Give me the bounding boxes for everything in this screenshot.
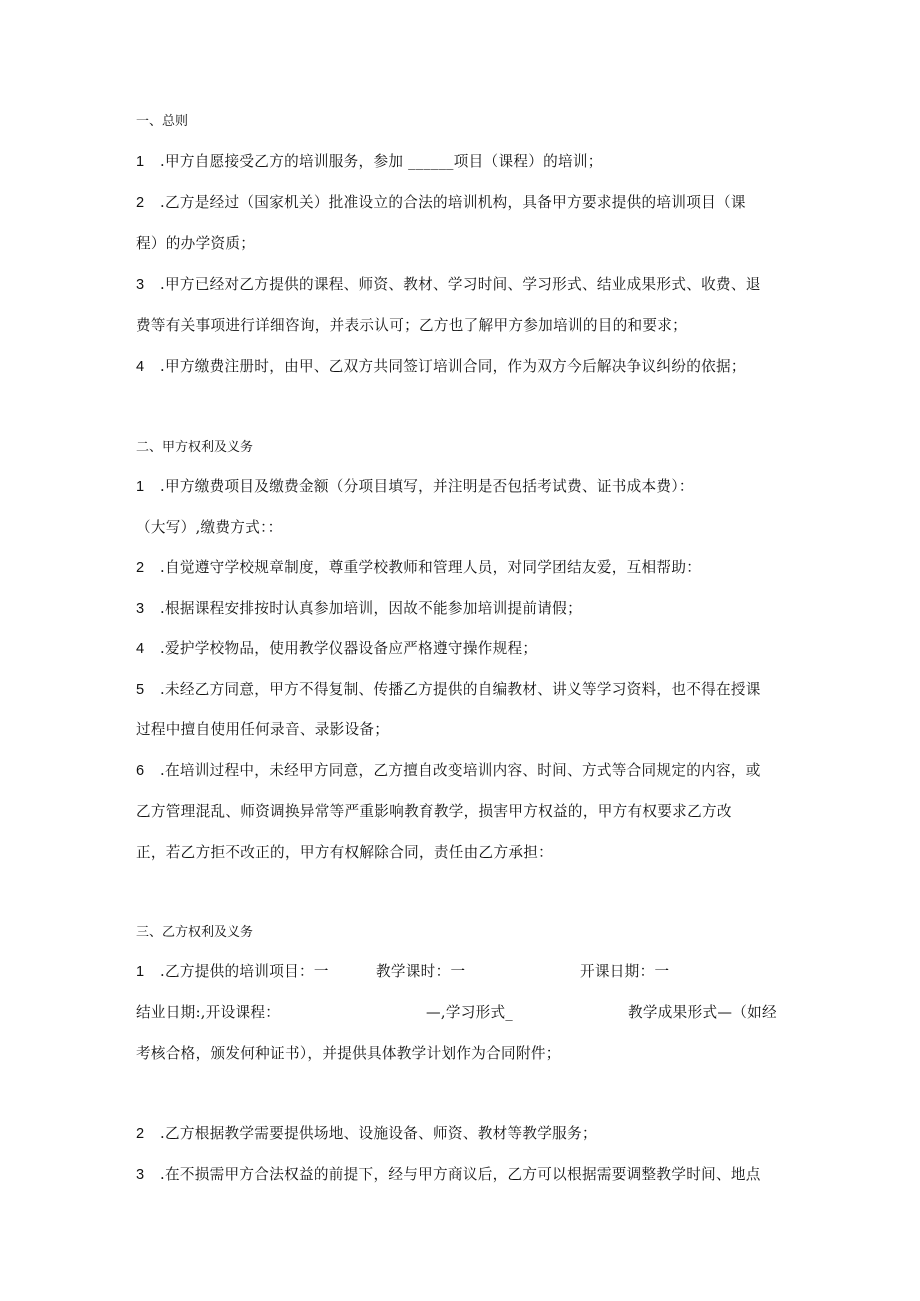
clause-line	[136, 475, 694, 496]
clause-text: .甲方缴费项目及缴费金额（分项目填写，并注明是否包括考试费、证书成本费）：	[160, 478, 694, 495]
clause-line	[136, 597, 582, 618]
clause-line	[136, 150, 603, 171]
clause-text: .在不损需甲方合法权益的前提下，经与甲方商议后，乙方可以根据需要调整教学时间、地点	[160, 1166, 761, 1183]
end-date-field: 结业日期:,开设课程：	[136, 1004, 281, 1021]
start-date-field: 开课日期：一	[580, 963, 670, 980]
section-heading-party-a: 二、甲方权利及义务	[136, 440, 254, 455]
clause-line	[136, 273, 761, 294]
clause-line	[136, 232, 255, 253]
clause-number: 1	[136, 154, 145, 170]
clause-line	[136, 718, 389, 739]
clause-text: .自觉遵守学校规章制度，尊重学校教师和管理人员，对同学团结友爱，互相帮助：	[160, 559, 702, 576]
clause-line	[136, 556, 701, 577]
clause-number: 2	[136, 1126, 145, 1142]
clause-text: 乙方管理混乱、师资调换异常等严重影响教育教学，损害甲方权益的，甲方有权要求乙方改	[136, 803, 732, 820]
clause-line	[136, 314, 687, 335]
clause-line	[136, 637, 537, 658]
clause-number: 1	[136, 964, 145, 980]
clause-text: .甲方自愿接受乙方的培训服务，参加 ______项目（课程）的培训；	[160, 153, 603, 170]
clause-line	[136, 759, 761, 780]
clause-text: 程）的办学资质；	[136, 235, 256, 252]
clause-text: 费等有关事项进行详细咨询，并表示认可；乙方也了解甲方参加培训的目的和要求；	[136, 317, 688, 334]
outcome-form-field: 教学成果形式—（如经	[628, 1004, 777, 1021]
clause-text: .爱护学校物品，使用教学仪器设备应严格遵守操作规程；	[160, 640, 538, 657]
clause-text: .甲方缴费注册时，由甲、乙双方共同签订培训合同，作为双方今后解决争议纠纷的依据；	[160, 358, 746, 375]
clause-line	[136, 1163, 761, 1184]
clause-number: 6	[136, 763, 145, 779]
clause-text: .乙方是经过（国家机关）批准设立的合法的培训机构，具备甲方要求提供的培训项目（课	[160, 194, 746, 211]
clause-line	[136, 516, 283, 537]
clause-number: 3	[136, 1167, 145, 1183]
clause-number: 2	[136, 195, 145, 211]
clause-text: （大写）,缴费方式：：	[136, 519, 283, 536]
clause-number: 5	[136, 682, 145, 698]
course-hours-field: 教学课时：一	[376, 963, 466, 980]
clause-text: .根据课程安排按时认真参加培训，因故不能参加培训提前请假；	[160, 600, 582, 617]
study-form-field: —,学习形式_	[426, 1004, 514, 1021]
clause-number: 3	[136, 601, 145, 617]
clause-line	[136, 841, 553, 862]
clause-line	[136, 191, 746, 212]
clause-text: .在培训过程中，未经甲方同意，乙方擅自改变培训内容、时间、方式等合同规定的内容，或	[160, 762, 761, 779]
clause-text: 过程中擅自使用任何录音、录影设备；	[136, 721, 390, 738]
clause-number: 3	[136, 277, 145, 293]
clause-line	[136, 678, 761, 699]
clause-text: .甲方已经对乙方提供的课程、师资、教材、学习时间、学习形式、结业成果形式、收费、退	[160, 276, 761, 293]
clause-line	[136, 800, 732, 821]
section-heading-party-b: 三、乙方权利及义务	[136, 925, 254, 940]
clause-line	[136, 1042, 561, 1063]
clause-text: 考核合格，颁发何种证书），并提供具体教学计划作为合同附件；	[136, 1045, 561, 1062]
clause-text: .未经乙方同意，甲方不得复制、传播乙方提供的自编教材、讲义等学习资料，也不得在授课	[160, 681, 761, 698]
clause-line	[136, 355, 746, 376]
clause-text: .乙方根据教学需要提供场地、设施设备、师资、教材等教学服务；	[160, 1125, 597, 1142]
clause-number: 1	[136, 479, 145, 495]
section-heading-general: 一、总则	[136, 114, 189, 129]
clause-number: 4	[136, 359, 145, 375]
clause-text: .乙方提供的培训项目：一	[160, 963, 329, 980]
clause-line	[136, 960, 329, 981]
clause-number: 4	[136, 641, 145, 657]
clause-line	[136, 1122, 597, 1143]
clause-text: 正，若乙方拒不改正的，甲方有权解除合同，责任由乙方承担：	[136, 844, 554, 861]
clause-number: 2	[136, 560, 145, 576]
